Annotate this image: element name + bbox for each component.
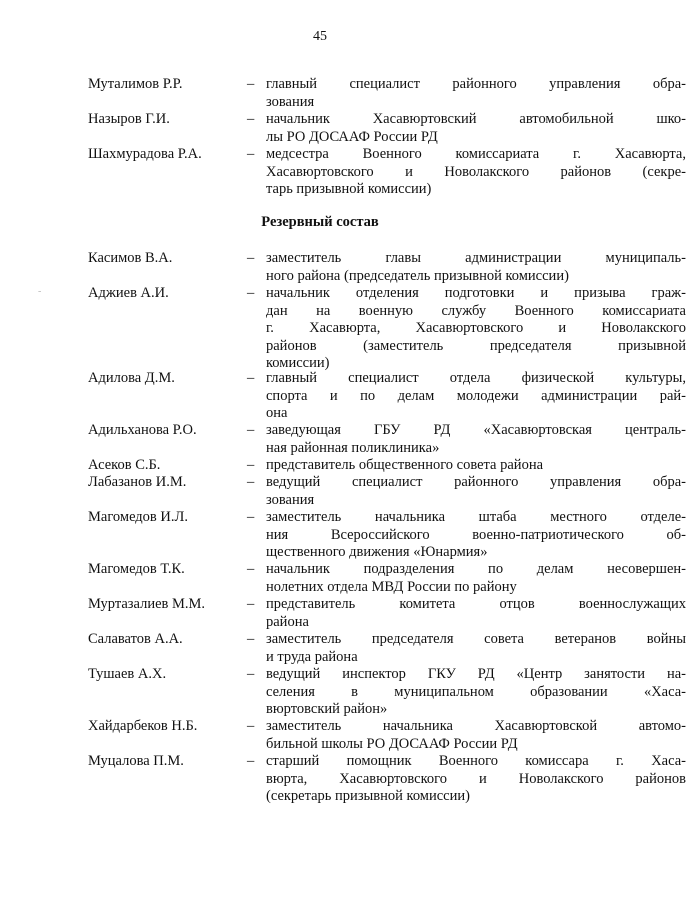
member-dash: – (247, 111, 255, 127)
position-line: района (266, 613, 309, 630)
position-line: ведущий специалист районного управления обра- (266, 474, 686, 490)
position-line: начальник отделения подготовки и призыва граж- (266, 285, 686, 301)
member-position (266, 753, 686, 806)
member-name: Шахмурадова Р.А. (88, 146, 202, 162)
member-position (266, 111, 686, 146)
member-position (266, 474, 686, 509)
member-name: Касимов В.А. (88, 250, 173, 266)
position-line: зования (266, 93, 315, 110)
member-position (266, 285, 686, 373)
member-dash: – (247, 561, 255, 577)
member-position (266, 457, 686, 475)
member-dash: – (247, 285, 255, 301)
position-line: заместитель главы администрации муниципаль- (266, 250, 686, 266)
position-line: заместитель начальника Хасавюртовской автомо- (266, 718, 686, 734)
member-name: Адилова Д.М. (88, 370, 175, 386)
position-line: нолетних отдела МВД России по району (266, 578, 517, 595)
position-line: медсестра Военного комиссариата г. Хасавюрта, (266, 146, 686, 162)
position-line: Хасавюртовского и Новолакского районов (секре- (266, 163, 686, 180)
member-name: Адильханова Р.О. (88, 422, 197, 438)
member-position (266, 666, 686, 719)
position-line: ведущий инспектор ГКУ РД «Центр занятости на- (266, 666, 686, 682)
position-line: главный специалист районного управления обра- (266, 76, 686, 92)
member-position (266, 509, 686, 562)
member-dash: – (247, 422, 255, 438)
scan-mark: - (38, 286, 42, 297)
member-dash: – (247, 76, 255, 92)
member-name: Лабазанов И.М. (88, 474, 187, 490)
member-position (266, 250, 686, 285)
member-name: Муталимов Р.Р. (88, 76, 183, 92)
position-line: щественного движения «Юнармия» (266, 544, 488, 561)
member-position (266, 718, 686, 753)
position-line: вюртовский район» (266, 701, 388, 718)
position-line: тарь призывной комиссии) (266, 181, 432, 198)
position-line: представитель общественного совета района (266, 457, 544, 473)
position-line: вюрта, Хасавюртовского и Новолакского районов (266, 770, 686, 787)
member-name: Салаватов А.А. (88, 631, 183, 647)
member-dash: – (247, 457, 255, 473)
position-line: г. Хасавюрта, Хасавюртовского и Новолакского (266, 320, 686, 337)
member-name: Тушаев А.Х. (88, 666, 167, 682)
position-line: спорта и по делам молодежи администрации рай- (266, 387, 686, 404)
position-line: ная районная поликлиника» (266, 439, 440, 456)
member-dash: – (247, 596, 255, 612)
member-dash: – (247, 146, 255, 162)
member-position (266, 76, 686, 111)
position-line: заведующая ГБУ РД «Хасавюртовская централь- (266, 422, 686, 438)
member-name: Асеков С.Б. (88, 457, 161, 473)
member-position (266, 370, 686, 423)
position-line: селения в муниципальном образовании «Хаса- (266, 683, 686, 700)
member-dash: – (247, 718, 255, 734)
position-line: она (266, 405, 288, 422)
member-name: Муцалова П.М. (88, 753, 184, 769)
section-title-reserve: Резервный состав (261, 214, 379, 230)
position-line: комиссии) (266, 355, 330, 372)
member-dash: – (247, 631, 255, 647)
member-dash: – (247, 250, 255, 266)
position-line: районов (заместитель председателя призывной (266, 337, 686, 354)
member-position (266, 596, 686, 631)
member-position (266, 146, 686, 199)
page-number: 45 (313, 29, 327, 44)
position-line: старший помощник Военного комиссара г. Хаса- (266, 753, 686, 769)
member-dash: – (247, 370, 255, 386)
position-line: ния Всероссийского военно-патриотического об- (266, 526, 686, 543)
position-line: заместитель начальника штаба местного отделе- (266, 509, 686, 525)
position-line: начальник Хасавюртовский автомобильной шко- (266, 111, 686, 127)
position-line: зования (266, 491, 315, 508)
member-name: Хайдарбеков Н.Б. (88, 718, 198, 734)
member-name: Аджиев А.И. (88, 285, 169, 301)
member-name: Магомедов Т.К. (88, 561, 185, 577)
position-line: (секретарь призывной комиссии) (266, 788, 470, 805)
position-line: начальник подразделения по делам несовершен- (266, 561, 686, 577)
member-dash: – (247, 474, 255, 490)
position-line: дан на военную службу Военного комиссариата (266, 302, 686, 319)
member-dash: – (247, 666, 255, 682)
member-name: Магомедов И.Л. (88, 509, 188, 525)
position-line: заместитель председателя совета ветеранов войны (266, 631, 686, 647)
position-line: представитель комитета отцов военнослужащих (266, 596, 686, 612)
position-line: лы РО ДОСААФ России РД (266, 128, 438, 145)
position-line: бильной школы РО ДОСААФ России РД (266, 735, 518, 752)
member-position (266, 422, 686, 457)
member-name: Муртазалиев М.М. (88, 596, 206, 612)
position-line: главный специалист отдела физической культуры, (266, 370, 686, 386)
member-dash: – (247, 509, 255, 525)
position-line: ного района (председатель призывной комиссии) (266, 267, 569, 284)
member-position (266, 561, 686, 596)
member-name: Назыров Г.И. (88, 111, 170, 127)
position-line: и труда района (266, 648, 358, 665)
member-position (266, 631, 686, 666)
member-dash: – (247, 753, 255, 769)
